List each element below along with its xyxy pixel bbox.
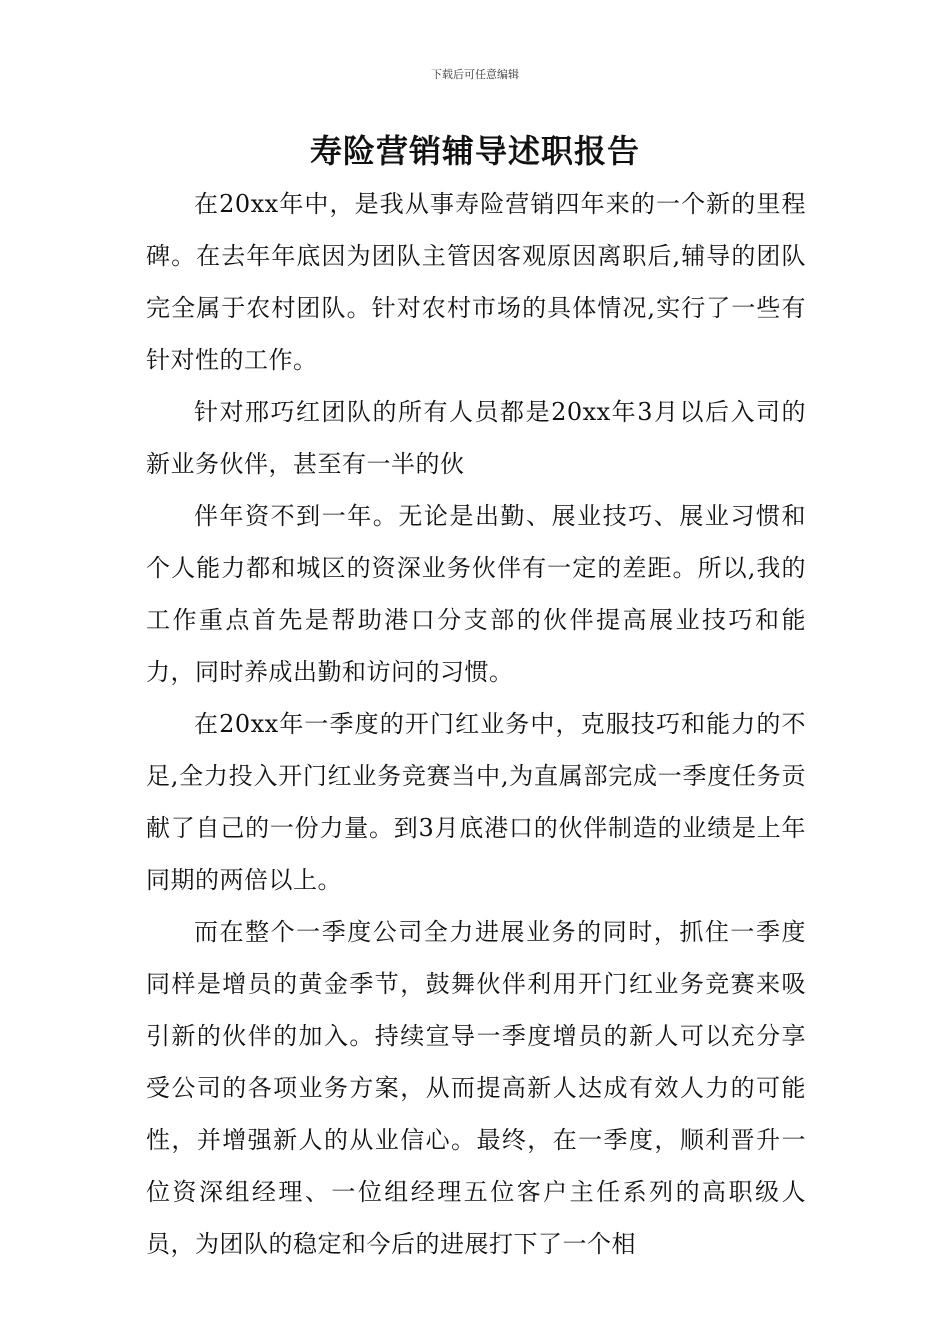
paragraph-2: 针对邢巧红团队的所有人员都是20xx年3月以后入司的新业务伙伴，甚至有一半的伙 (146, 398, 806, 478)
document-title: 寿险营销辅导述职报告 (309, 132, 640, 170)
header-note: 下载后可任意编辑 (431, 68, 519, 81)
document-body (146, 178, 806, 1270)
paragraph-5: 而在整个一季度公司全力进展业务的同时，抓住一季度同样是增员的黄金季节，鼓舞伙伴利用开门红业务竞赛来吸引新的伙伴的加入。持续宣导一季度增员的新人可以充分享受公司的各项业务方案，从而提高新人达成有效人力的可能性，并增强新人的从业信心。最终，在一季度，顺利晋升一位资深组经理、一位组经理五位客户主任系列的高职级人员，为团队的稳定和今后的进展打下了一个相 (146, 918, 806, 1258)
paragraph-4: 在20xx年一季度的开门红业务中，克服技巧和能力的不足,全力投入开门红业务竞赛当中,为直属部完成一季度任务贡献了自己的一份力量。到3月底港口的伙伴制造的业绩是上年同期的两倍以上。 (146, 710, 806, 894)
paragraph-1: 在20xx年中，是我从事寿险营销四年来的一个新的里程碑。在去年年底因为团队主管因客观原因离职后,辅导的团队完全属于农村团队。针对农村市场的具体情况,实行了一些有针对性的工作。 (146, 190, 806, 374)
paragraph-3: 伴年资不到一年。无论是出勤、展业技巧、展业习惯和个人能力都和城区的资深业务伙伴有一定的差距。所以,我的工作重点首先是帮助港口分支部的伙伴提高展业技巧和能力，同时养成出勤和访问的习惯。 (146, 502, 806, 686)
